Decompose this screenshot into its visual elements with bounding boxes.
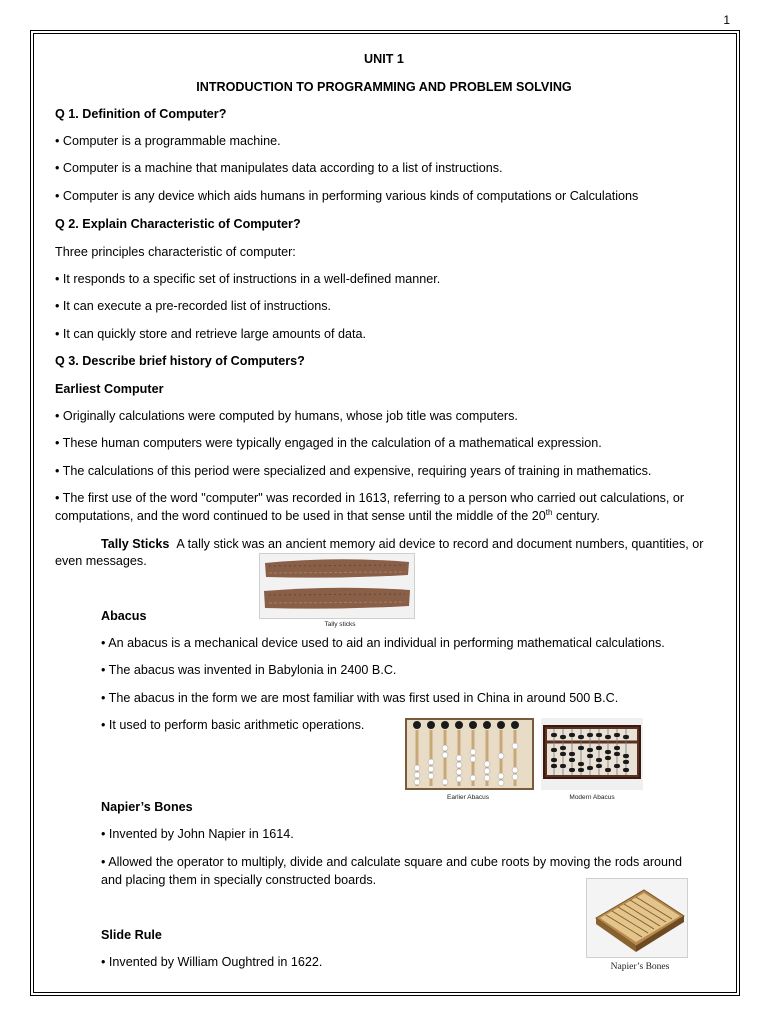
page-title: INTRODUCTION TO PROGRAMMING AND PROBLEM SOLVING <box>196 80 572 94</box>
earliest-bullet-3: • The calculations of this period were specialized and expensive, requiring years of training in mathematics. <box>55 464 652 478</box>
earliest-bullet-2: • These human computers were typically engaged in the calculation of a mathematical expression. <box>55 436 602 450</box>
first-use-line-2: computations, and the word continued to be used in that sense until the middle of the 20th century. <box>55 507 600 523</box>
q1-heading: Q 1. Definition of Computer? <box>55 107 227 121</box>
q1-bullet-3: • Computer is any device which aids humans in performing various kinds of computations or Calculations <box>55 189 639 203</box>
tally-heading: Tally Sticks <box>101 537 170 551</box>
abacus-bullet-2: • The abacus was invented in Babylonia in 2400 B.C. <box>101 663 397 677</box>
abacus-bullet-3: • The abacus in the form we are most familiar with was first used in China in around 500 B.C. <box>101 691 619 705</box>
napier-bullet-2-line-1: • Allowed the operator to multiply, divide and calculate square and cube roots by moving the rods around <box>101 855 683 869</box>
unit-heading: UNIT 1 <box>364 52 404 66</box>
tally-line-2: even messages. <box>55 554 147 568</box>
napier-bullet-1: • Invented by John Napier in 1614. <box>101 827 294 841</box>
q1-bullet-1: • Computer is a programmable machine. <box>55 134 281 148</box>
earlier-abacus-image <box>405 718 534 790</box>
earliest-bullet-1: • Originally calculations were computed by humans, whose job title was computers. <box>55 409 518 423</box>
napiers-bones-image <box>586 878 688 958</box>
slide-rule-bullet-1: • Invented by William Oughtred in 1622. <box>101 955 323 969</box>
napier-bullet-2-line-2: and placing them in specially constructed boards. <box>101 873 377 887</box>
q1-bullet-2: • Computer is a machine that manipulates data according to a list of instructions. <box>55 161 503 175</box>
slide-rule-heading: Slide Rule <box>101 928 162 942</box>
tally-line-1: Tally Sticks A tally stick was an ancient memory aid device to record and document numbers, quantities, or <box>101 537 704 551</box>
q2-heading: Q 2. Explain Characteristic of Computer? <box>55 217 301 231</box>
q3-heading: Q 3. Describe brief history of Computers? <box>55 354 305 368</box>
modern-abacus-image <box>541 718 643 790</box>
first-use-line-1: • The first use of the word "computer" was recorded in 1613, referring to a person who carried out calculations, or <box>55 491 685 505</box>
q2-bullet-2: • It can execute a pre-recorded list of instructions. <box>55 299 332 313</box>
napiers-bones-caption: Napier’s Bones <box>610 962 670 972</box>
abacus-bullet-4: • It used to perform basic arithmetic operations. <box>101 718 365 732</box>
napier-heading: Napier’s Bones <box>101 800 193 814</box>
earliest-computer-heading: Earliest Computer <box>55 382 164 396</box>
q2-bullet-1: • It responds to a specific set of instructions in a well-defined manner. <box>55 272 441 286</box>
q2-bullet-3: • It can quickly store and retrieve large amounts of data. <box>55 327 367 341</box>
q2-intro: Three principles characteristic of computer: <box>55 245 296 259</box>
tally-sticks-image <box>259 553 415 619</box>
tally-caption: Tally sticks <box>324 621 356 628</box>
page-number: 1 <box>723 13 730 27</box>
abacus-bullet-1: • An abacus is a mechanical device used to aid an individual in performing mathematical calculations. <box>101 636 665 650</box>
earlier-abacus-caption: Earlier Abacus <box>447 794 489 801</box>
modern-abacus-caption: Modern Abacus <box>569 794 615 801</box>
abacus-heading: Abacus <box>101 609 147 623</box>
